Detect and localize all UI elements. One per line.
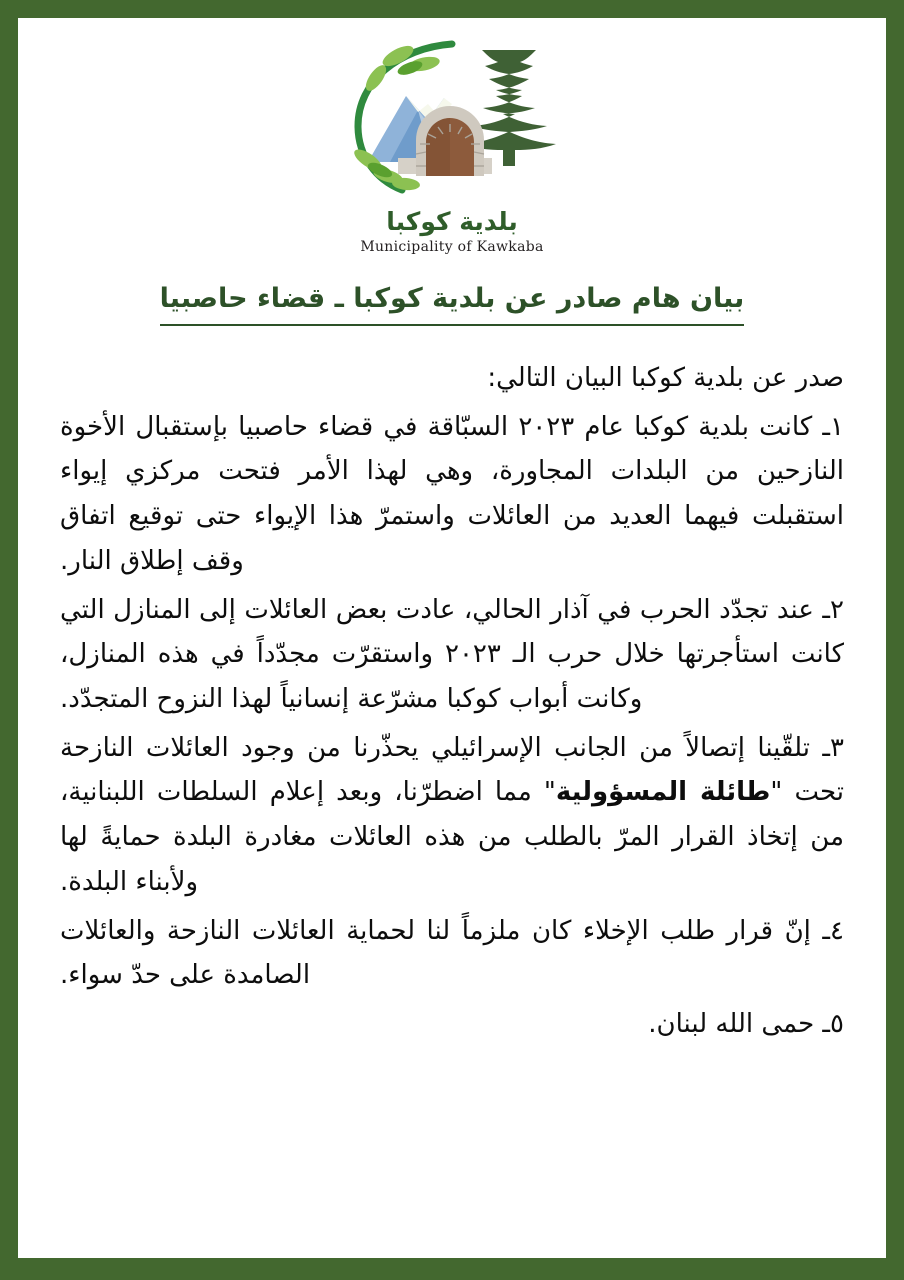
clause-item-2 (60, 588, 844, 722)
logo-emblem (332, 34, 572, 214)
clause-item-5 (60, 1002, 844, 1047)
document-sheet (18, 18, 886, 1258)
clause-item-4 (60, 909, 844, 998)
clause-text: كانت بلدية كوكبا عام ٢٠٢٣ السبّاقة في قضاء حاصبيا بإستقبال الأخوة النازحين من البلدات المجاورة، وهي لهذا الأمر فتحت مركزي إيواء استقبلت فيهما العديد من العائلات واستمرّ هذا الإيواء حتى توقيع اتفاق وقف إطلاق النار. (60, 411, 844, 576)
clause-item-3 (60, 726, 844, 905)
municipality-logo (18, 18, 886, 255)
logo-name-english: Municipality of Kawkaba (360, 238, 544, 255)
clause-text-before: تلقّينا إتصالاً من الجانب الإسرائيلي يحذّرنا من وجود العائلات النازحة تحت " (60, 732, 844, 808)
page-title: بيان هام صادر عن بلدية كوكبا ـ قضاء حاصبيا (160, 281, 745, 326)
clause-marker: ٥ـ (822, 1009, 844, 1039)
clause-marker: ٢ـ (822, 594, 845, 625)
clause-item-1 (60, 405, 844, 584)
clause-text: عند تجدّد الحرب في آذار الحالي، عادت بعض العائلات إلى المنازل التي كانت استأجرتها خلال حرب الـ ٢٠٢٣ واستقرّت مجدّداً في هذه المنازل، وكانت أبواب كوكبا مشرّعة إنسانياً لهذا النزوح المتجدّد. (60, 594, 844, 714)
statement-intro: صدر عن بلدية كوكبا البيان التالي: (487, 362, 844, 393)
clause-text: إنّ قرار طلب الإخلاء كان ملزماً لنا لحماية العائلات النازحة والعائلات الصامدة على حدّ سواء. (60, 915, 811, 991)
statement-body (18, 356, 886, 1047)
clause-marker: ١ـ (822, 411, 845, 442)
headline-container (18, 281, 886, 326)
clause-marker: ٣ـ (822, 732, 845, 763)
clause-text: حمى الله لبنان. (648, 1009, 815, 1039)
clause-marker: ٤ـ (822, 915, 844, 946)
clause-text-after: " مما اضطرّنا، وبعد إعلام السلطات اللبنانية، من إتخاذ القرار المرّ بالطلب من هذه العائلات مغادرة البلدة حمايةً لها ولأبناء البلدة. (60, 777, 844, 897)
logo-name-arabic: بلدية كوكبا (386, 207, 518, 236)
clause-list (60, 405, 844, 1047)
clause-emphasis: طائلة المسؤولية (555, 777, 771, 808)
